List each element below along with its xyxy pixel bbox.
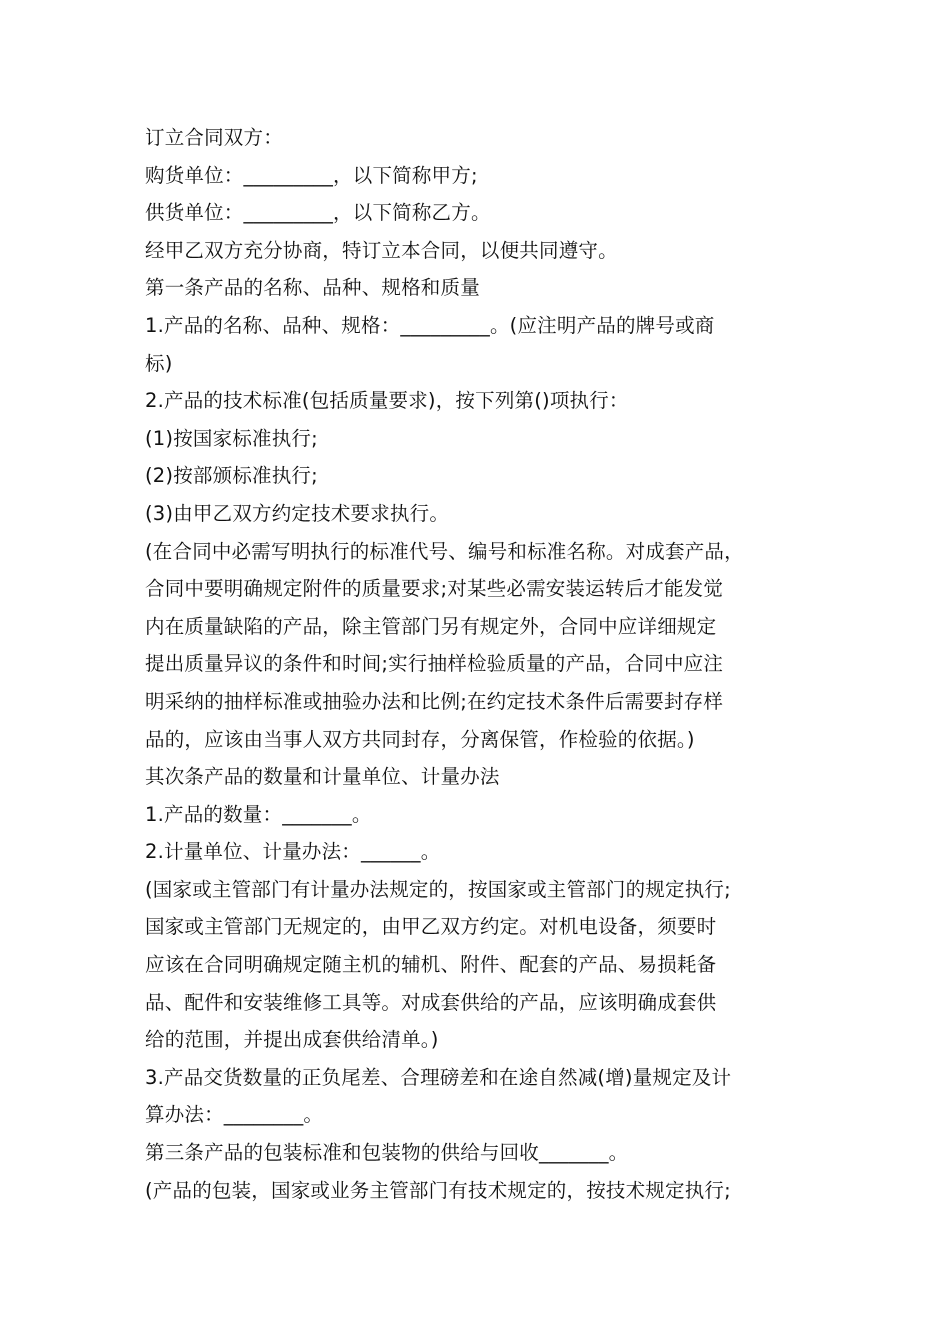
list-item: (1)按国家标准执行; bbox=[145, 426, 318, 450]
paragraph-line: 应该在合同明确规定随主机的辅机、附件、配套的产品、易损耗备 bbox=[145, 953, 717, 977]
article-2-heading: 其次条产品的数量和计量单位、计量办法 bbox=[145, 765, 500, 789]
document-body bbox=[145, 119, 810, 1209]
list-item: (3)由甲乙双方约定技术要求执行。 bbox=[145, 501, 450, 525]
paragraph-line: 国家或主管部门无规定的，由甲乙双方约定。对机电设备，须要时 bbox=[145, 915, 717, 939]
paragraph-line: (产品的包装，国家或业务主管部门有技术规定的，按技术规定执行; bbox=[145, 1178, 731, 1202]
paragraph-line: 提出质量异议的条件和时间;实行抽样检验质量的产品，合同中应注 bbox=[145, 652, 724, 676]
paragraph-line: 3.产品交货数量的正负尾差、合理磅差和在途自然减(增)量规定及计 bbox=[145, 1065, 732, 1089]
paragraph-line: 算办法：________。 bbox=[145, 1103, 324, 1127]
agreement-statement: 经甲乙双方充分协商，特订立本合同，以便共同遵守。 bbox=[145, 238, 618, 262]
supplier-line: 供货单位：_________，以下简称乙方。 bbox=[145, 201, 491, 225]
paragraph-line: 标) bbox=[145, 351, 173, 375]
article-1-heading: 第一条产品的名称、品种、规格和质量 bbox=[145, 276, 480, 300]
paragraph-line: (在合同中必需写明执行的标准代号、编号和标准名称。对成套产品， bbox=[145, 539, 744, 563]
paragraph-line: 明采纳的抽样标准或抽验办法和比例;在约定技术条件后需要封存样 bbox=[145, 689, 724, 713]
list-item: (2)按部颁标准执行; bbox=[145, 464, 318, 488]
paragraph-line: 给的范围，并提出成套供给清单。) bbox=[145, 1028, 439, 1052]
paragraph-line: (国家或主管部门有计量办法规定的，按国家或主管部门的规定执行; bbox=[145, 877, 731, 901]
paragraph-line: 2.计量单位、计量办法：______。 bbox=[145, 840, 441, 864]
article-3-heading: 第三条产品的包装标准和包装物的供给与回收_______。 bbox=[145, 1141, 629, 1165]
paragraph-line: 品、配件和安装维修工具等。对成套供给的产品，应该明确成套供 bbox=[145, 990, 717, 1014]
paragraph-line: 合同中要明确规定附件的质量要求;对某些必需安装运转后才能发觉 bbox=[145, 577, 724, 601]
paragraph-line: 1.产品的名称、品种、规格：_________。(应注明产品的牌号或商 bbox=[145, 313, 715, 337]
buyer-line: 购货单位：_________，以下简称甲方; bbox=[145, 163, 478, 187]
paragraph-line: 1.产品的数量：_______。 bbox=[145, 802, 372, 826]
paragraph-line: 2.产品的技术标准(包括质量要求)，按下列第()项执行： bbox=[145, 389, 629, 413]
paragraph-line: 品的，应该由当事人双方共同封存，分离保管，作检验的依据。) bbox=[145, 727, 695, 751]
contract-parties-heading: 订立合同双方： bbox=[145, 126, 283, 149]
paragraph-line: 内在质量缺陷的产品，除主管部门另有规定外，合同中应详细规定 bbox=[145, 614, 717, 638]
